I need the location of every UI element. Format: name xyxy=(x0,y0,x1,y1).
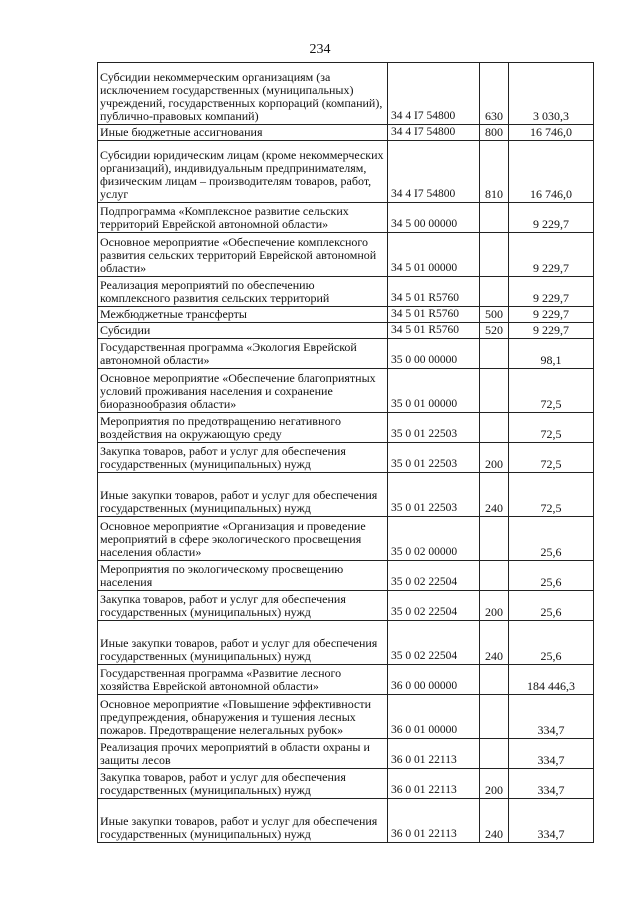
row-expense-type: 240 xyxy=(480,473,509,517)
row-amount: 25,6 xyxy=(509,517,594,561)
row-name: Реализация мероприятий по обеспечению комплексного развития сельских территорий xyxy=(98,277,388,307)
table-row xyxy=(98,141,594,203)
row-name: Основное мероприятие «Обеспечение комплексного развития сельских территорий Еврейской автономной области» xyxy=(98,233,388,277)
row-name: Межбюджетные трансферты xyxy=(98,307,388,323)
table-row xyxy=(98,473,594,517)
row-target-code: 34 4 I7 54800 xyxy=(388,63,480,125)
row-name: Субсидии некоммерческим организациям (за исключением государственных (муниципальных) учреждений, государственных корпораций (компаний), публично-правовых компаний) xyxy=(98,63,388,125)
table-row xyxy=(98,63,594,125)
row-expense-type xyxy=(480,413,509,443)
row-target-code: 34 5 01 R5760 xyxy=(388,323,480,339)
row-target-code: 35 0 02 22504 xyxy=(388,561,480,591)
table-row xyxy=(98,277,594,307)
row-name: Подпрограмма «Комплексное развитие сельских территорий Еврейской автономной области» xyxy=(98,203,388,233)
table-row xyxy=(98,443,594,473)
row-amount: 9 229,7 xyxy=(509,233,594,277)
row-amount: 16 746,0 xyxy=(509,141,594,203)
row-amount: 334,7 xyxy=(509,695,594,739)
row-amount: 16 746,0 xyxy=(509,125,594,141)
row-amount: 334,7 xyxy=(509,739,594,769)
row-name: Иные закупки товаров, работ и услуг для обеспечения государственных (муниципальных) нужд xyxy=(98,621,388,665)
table-row xyxy=(98,739,594,769)
row-expense-type xyxy=(480,561,509,591)
table-row xyxy=(98,233,594,277)
row-expense-type: 200 xyxy=(480,591,509,621)
row-expense-type: 800 xyxy=(480,125,509,141)
row-amount: 25,6 xyxy=(509,621,594,665)
row-amount: 98,1 xyxy=(509,339,594,369)
row-target-code: 34 5 01 R5760 xyxy=(388,307,480,323)
row-amount: 184 446,3 xyxy=(509,665,594,695)
row-name: Мероприятия по экологическому просвещению населения xyxy=(98,561,388,591)
row-name: Основное мероприятие «Обеспечение благоприятных условий проживания населения и сохранение биоразнообразия области» xyxy=(98,369,388,413)
row-target-code: 35 0 01 00000 xyxy=(388,369,480,413)
row-expense-type xyxy=(480,739,509,769)
table-row xyxy=(98,339,594,369)
table-row xyxy=(98,369,594,413)
row-target-code: 34 5 01 00000 xyxy=(388,233,480,277)
row-expense-type xyxy=(480,695,509,739)
table-row xyxy=(98,561,594,591)
row-expense-type xyxy=(480,277,509,307)
row-name: Субсидии юридическим лицам (кроме некоммерческих организаций), индивидуальным предпринимателям, физическим лицам – производителям товаров, работ, услуг xyxy=(98,141,388,203)
table-row xyxy=(98,769,594,799)
row-amount: 9 229,7 xyxy=(509,277,594,307)
row-amount: 72,5 xyxy=(509,413,594,443)
table-row xyxy=(98,125,594,141)
row-target-code: 34 4 I7 54800 xyxy=(388,125,480,141)
table-row xyxy=(98,695,594,739)
row-target-code: 36 0 01 22113 xyxy=(388,799,480,843)
row-target-code: 36 0 01 22113 xyxy=(388,739,480,769)
table-row xyxy=(98,323,594,339)
row-name: Реализация прочих мероприятий в области охраны и защиты лесов xyxy=(98,739,388,769)
row-target-code: 35 0 01 22503 xyxy=(388,473,480,517)
row-target-code: 34 4 I7 54800 xyxy=(388,141,480,203)
row-target-code: 36 0 00 00000 xyxy=(388,665,480,695)
row-amount: 9 229,7 xyxy=(509,307,594,323)
budget-table xyxy=(97,62,594,843)
table-row xyxy=(98,621,594,665)
row-amount: 72,5 xyxy=(509,369,594,413)
table-row xyxy=(98,591,594,621)
page-number: 234 xyxy=(309,42,331,57)
row-amount: 25,6 xyxy=(509,561,594,591)
row-name: Закупка товаров, работ и услуг для обеспечения государственных (муниципальных) нужд xyxy=(98,443,388,473)
table-row xyxy=(98,665,594,695)
row-expense-type: 200 xyxy=(480,769,509,799)
row-expense-type xyxy=(480,339,509,369)
row-amount: 72,5 xyxy=(509,443,594,473)
row-name: Основное мероприятие «Повышение эффективности предупреждения, обнаружения и тушения лесных пожаров. Предотвращение нелегальных рубок» xyxy=(98,695,388,739)
row-name: Государственная программа «Экология Еврейской автономной области» xyxy=(98,339,388,369)
row-expense-type xyxy=(480,369,509,413)
row-expense-type: 810 xyxy=(480,141,509,203)
row-target-code: 35 0 02 22504 xyxy=(388,591,480,621)
row-amount: 9 229,7 xyxy=(509,323,594,339)
row-expense-type: 630 xyxy=(480,63,509,125)
row-expense-type: 240 xyxy=(480,799,509,843)
row-name: Закупка товаров, работ и услуг для обеспечения государственных (муниципальных) нужд xyxy=(98,591,388,621)
row-target-code: 34 5 00 00000 xyxy=(388,203,480,233)
row-target-code: 35 0 01 22503 xyxy=(388,443,480,473)
table-row xyxy=(98,413,594,443)
row-target-code: 35 0 02 00000 xyxy=(388,517,480,561)
row-expense-type: 520 xyxy=(480,323,509,339)
row-amount: 25,6 xyxy=(509,591,594,621)
row-target-code: 34 5 01 R5760 xyxy=(388,277,480,307)
row-amount: 3 030,3 xyxy=(509,63,594,125)
row-expense-type: 240 xyxy=(480,621,509,665)
row-name: Иные закупки товаров, работ и услуг для обеспечения государственных (муниципальных) нужд xyxy=(98,473,388,517)
row-amount: 334,7 xyxy=(509,769,594,799)
row-expense-type xyxy=(480,233,509,277)
row-amount: 9 229,7 xyxy=(509,203,594,233)
table-row xyxy=(98,517,594,561)
row-amount: 72,5 xyxy=(509,473,594,517)
row-target-code: 36 0 01 00000 xyxy=(388,695,480,739)
row-target-code: 35 0 02 22504 xyxy=(388,621,480,665)
row-name: Основное мероприятие «Организация и проведение мероприятий в сфере экологического просвещения населения области» xyxy=(98,517,388,561)
row-name: Субсидии xyxy=(98,323,388,339)
table-row xyxy=(98,203,594,233)
row-name: Государственная программа «Развитие лесного хозяйства Еврейской автономной области» xyxy=(98,665,388,695)
table-row xyxy=(98,799,594,843)
row-expense-type: 200 xyxy=(480,443,509,473)
row-expense-type xyxy=(480,517,509,561)
table-row xyxy=(98,307,594,323)
row-target-code: 36 0 01 22113 xyxy=(388,769,480,799)
row-expense-type xyxy=(480,665,509,695)
row-target-code: 35 0 01 22503 xyxy=(388,413,480,443)
row-expense-type: 500 xyxy=(480,307,509,323)
row-expense-type xyxy=(480,203,509,233)
row-name: Иные закупки товаров, работ и услуг для обеспечения государственных (муниципальных) нужд xyxy=(98,799,388,843)
row-name: Мероприятия по предотвращению негативного воздействия на окружающую среду xyxy=(98,413,388,443)
row-name: Иные бюджетные ассигнования xyxy=(98,125,388,141)
row-target-code: 35 0 00 00000 xyxy=(388,339,480,369)
row-amount: 334,7 xyxy=(509,799,594,843)
row-name: Закупка товаров, работ и услуг для обеспечения государственных (муниципальных) нужд xyxy=(98,769,388,799)
